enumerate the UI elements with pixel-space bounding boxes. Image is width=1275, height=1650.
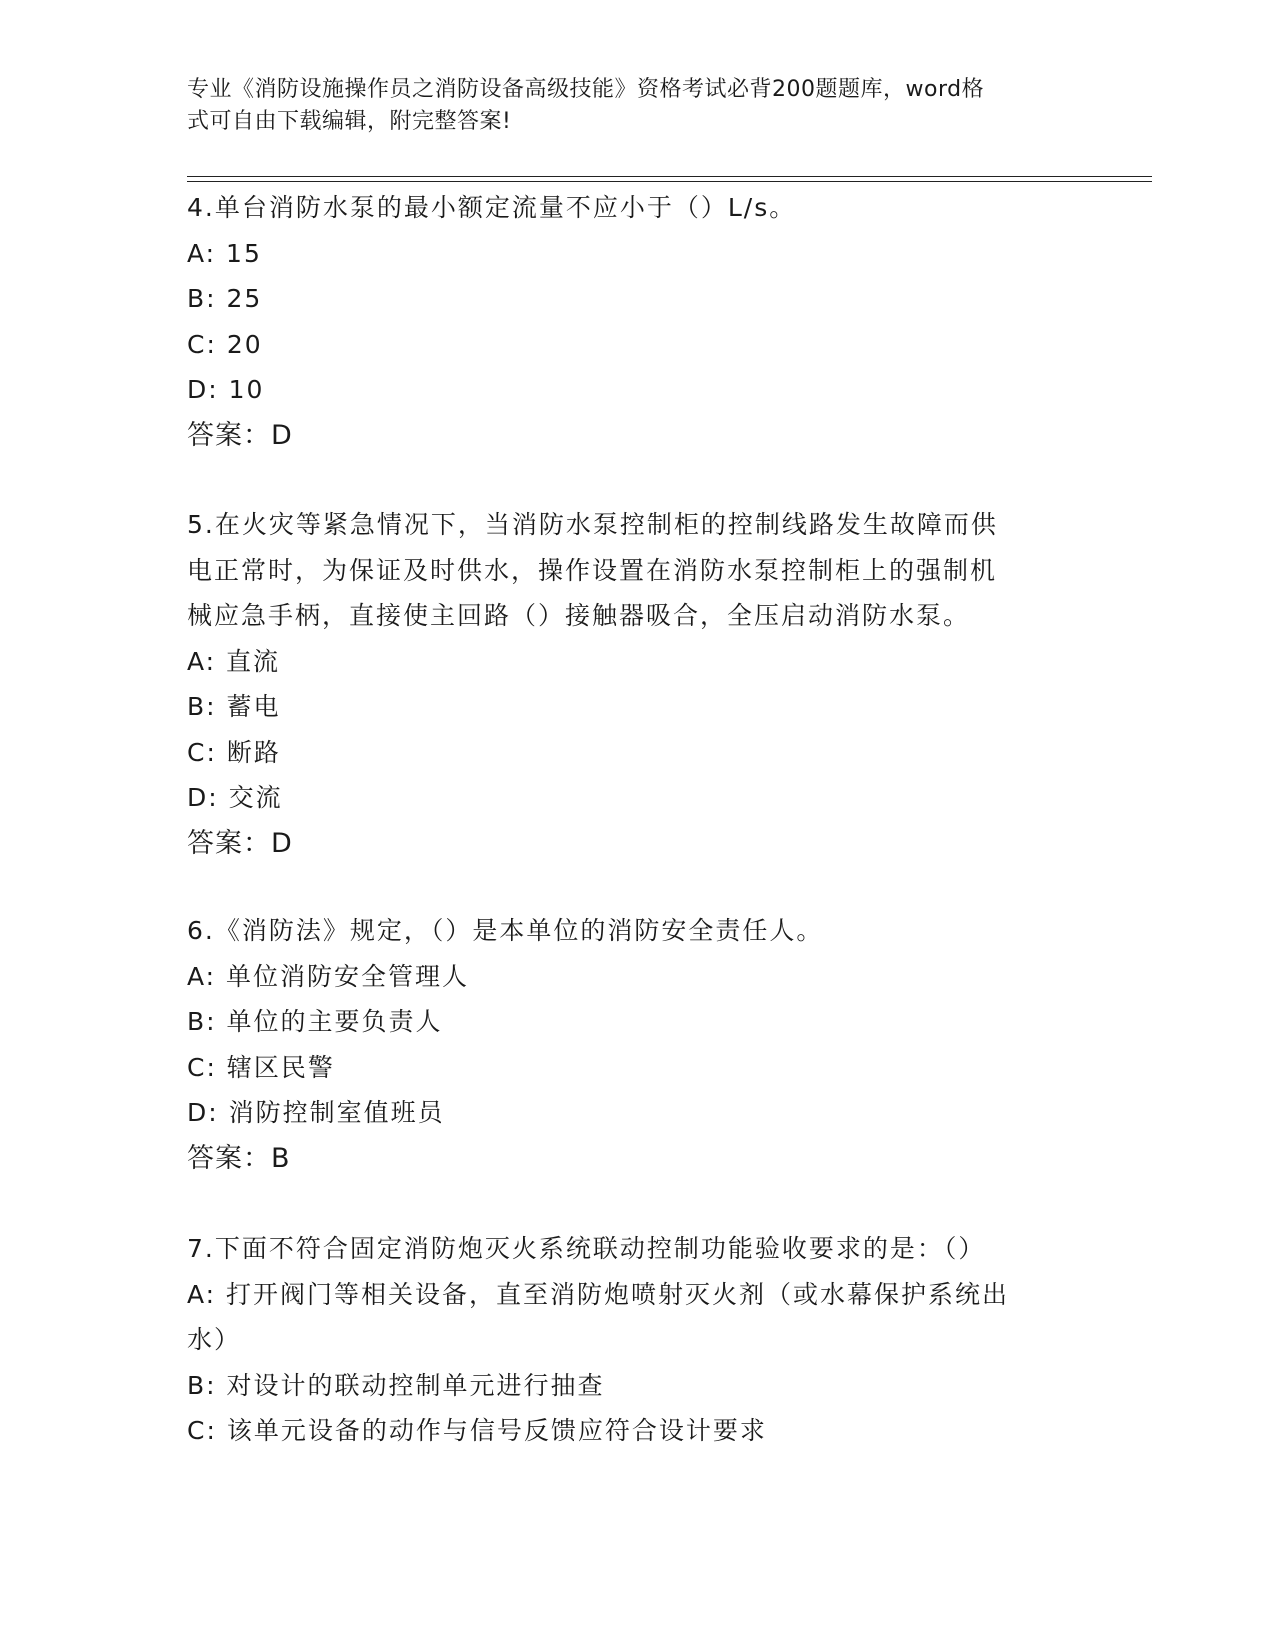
question-5-option-a: A: 直流 [187,646,281,676]
question-7-option-a-continued: 水） [187,1325,242,1354]
question-4-option-c: C: 20 [187,329,263,359]
header-line-2: 式可自由下载编辑，附完整答案! [187,109,512,134]
question-7-option-b: B: 对设计的联动控制单元进行抽查 [187,1370,605,1400]
question-4-option-d: D: 10 [187,375,265,404]
question-7-option-c: C: 该单元设备的动作与信号反馈应符合设计要求 [187,1416,767,1445]
question-6 [187,908,1077,1181]
question-7 [187,1226,1077,1454]
header-divider-top [187,176,1152,177]
question-6-answer: 答案：B [187,1142,291,1174]
question-5-option-c: C: 断路 [187,737,281,767]
question-5-answer: 答案：D [187,827,293,859]
question-4 [187,185,1077,458]
question-7-stem: 7.下面不符合固定消防炮灭火系统联动控制功能验收要求的是：（） [187,1234,986,1263]
question-5-option-d: D: 交流 [187,783,283,812]
header-divider-bottom [187,181,1152,182]
question-4-answer: 答案：D [187,419,293,451]
document-header [187,74,1067,138]
question-5-stem-line-1: 5.在火灾等紧急情况下，当消防水泵控制柜的控制线路发生故障而供 [187,510,998,539]
question-5-option-b: B: 蓄电 [187,692,281,721]
question-5 [187,502,1077,866]
question-6-option-a: A: 单位消防安全管理人 [187,961,470,991]
question-5-stem-line-3: 械应急手柄，直接使主回路（）接触器吸合，全压启动消防水泵。 [187,601,971,630]
question-6-option-c: C: 辖区民警 [187,1052,335,1082]
question-6-stem: 6.《消防法》规定，（）是本单位的消防安全责任人。 [187,916,824,945]
question-7-option-a: A: 打开阀门等相关设备，直至消防炮喷射灭火剂（或水幕保护系统出 [187,1279,1010,1309]
header-line-1: 专业《消防设施操作员之消防设备高级技能》资格考试必背200题题库，word格 [187,77,985,102]
question-4-stem: 4.单台消防水泵的最小额定流量不应小于（）L/s。 [187,193,797,222]
question-4-option-b: B: 25 [187,284,263,313]
question-5-stem-line-2: 电正常时，为保证及时供水，操作设置在消防水泵控制柜上的强制机 [187,555,998,585]
question-4-option-a: A: 15 [187,238,262,268]
question-6-option-d: D: 消防控制室值班员 [187,1098,445,1127]
question-6-option-b: B: 单位的主要负责人 [187,1007,443,1036]
